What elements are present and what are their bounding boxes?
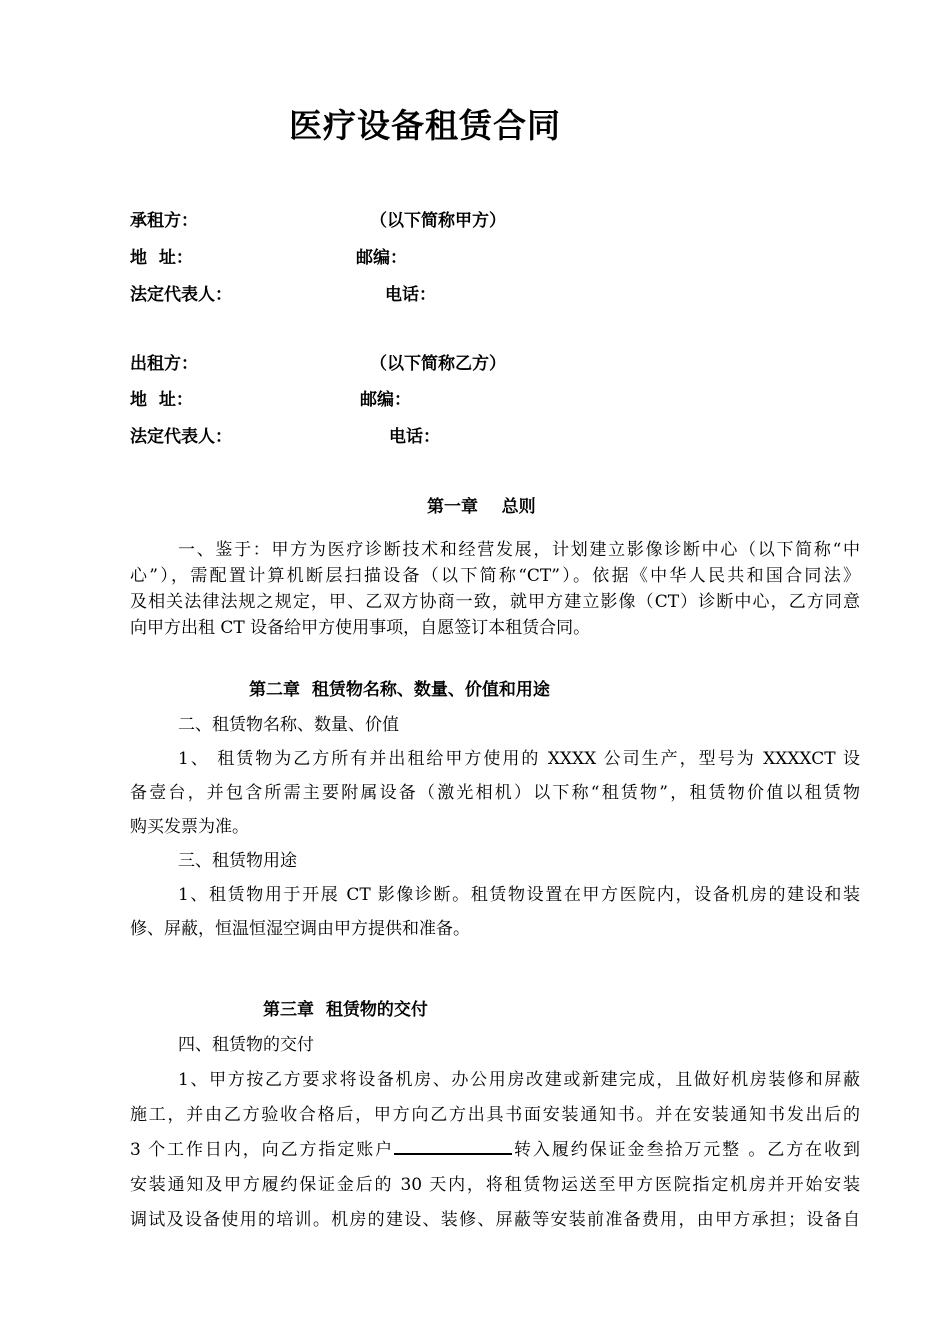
lessor-postcode-label: 邮编： xyxy=(360,390,411,410)
chapter3-heading: 第三章 租赁物的交付 xyxy=(263,1000,428,1020)
section-title: 二、租赁物名称、数量、价值 xyxy=(178,715,399,735)
section-line: 安装通知及甲方履约保证金后的 30 天内，将租赁物运送至甲方医院指定机房并开始安装 xyxy=(130,1175,860,1195)
lessee-phone-label: 电话： xyxy=(385,285,436,305)
chapter2-heading: 第二章 租赁物名称、数量、价值和用途 xyxy=(249,680,550,700)
chapter1-paragraph xyxy=(130,537,860,641)
section-line xyxy=(130,1133,860,1168)
chapter3-body xyxy=(130,1028,860,1238)
section-line: 1、甲方按乙方要求将设备机房、办公用房改建或新建完成，且做好机房装修和屏蔽 xyxy=(178,1070,860,1090)
chapter1-heading: 第一章 总则 xyxy=(427,497,536,517)
section-line-part: 3 个工作日内，向乙方指定账户 xyxy=(130,1140,395,1160)
lessee-rep-label: 法定代表人： xyxy=(130,285,232,305)
chapter1-line: 一、鉴于：甲方为医疗诊断技术和经营发展，计划建立影像诊断中心（以下简称“中 xyxy=(178,540,860,560)
chapter1-line: 心”），需配置计算机断层扫描设备（以下简称“CT”）。依据《中华人民共和国合同法》 xyxy=(130,566,860,586)
lessee-label: 承租方： xyxy=(130,211,198,231)
chapter1-line: 及相关法律法规之规定，甲、乙双方协商一致，就甲方建立影像（CT）诊断中心，乙方同意 xyxy=(130,592,860,612)
lessor-phone-label: 电话： xyxy=(389,427,440,447)
section-line-part: 转入履约保证金叁拾万元整 。乙方在收到 xyxy=(512,1140,860,1160)
lessee-postcode-label: 邮编： xyxy=(356,248,407,268)
section-line: 1、 租赁物为乙方所有并出租给甲方使用的 XXXX 公司生产，型号为 XXXXCT 设 xyxy=(178,749,860,769)
lessor-rep-label: 法定代表人： xyxy=(130,427,232,447)
lessee-address-label: 地 址： xyxy=(130,248,193,268)
lessor-label: 出租方： xyxy=(130,354,198,374)
section-line: 备壹台，并包含所需主要附属设备（激光相机）以下称“租赁物”，租赁物价值以租赁物 xyxy=(130,783,860,803)
section-line: 施工，并由乙方验收合格后，甲方向乙方出具书面安装通知书。并在安装通知书发出后的 xyxy=(130,1105,860,1125)
chapter1-line: 向甲方出租 CT 设备给甲方使用事项，自愿签订本租赁合同。 xyxy=(130,618,591,638)
section-title: 四、租赁物的交付 xyxy=(178,1035,314,1055)
lessee-abbr: （以下简称甲方） xyxy=(370,211,506,231)
section-line: 购买发票为准。 xyxy=(130,817,249,837)
lessor-address-label: 地 址： xyxy=(130,390,193,410)
lessor-abbr: （以下简称乙方） xyxy=(370,354,506,374)
chapter2-body xyxy=(130,708,860,946)
section-line: 调试及设备使用的培训。机房的建设、装修、屏蔽等安装前准备费用，由甲方承担；设备自 xyxy=(130,1210,860,1230)
account-blank xyxy=(394,1139,512,1155)
section-line: 1、租赁物用于开展 CT 影像诊断。租赁物设置在甲方医院内，设备机房的建设和装 xyxy=(178,885,860,905)
section-title: 三、租赁物用途 xyxy=(178,851,297,871)
document-title: 医疗设备租赁合同 xyxy=(289,106,561,145)
section-line: 修、屏蔽，恒温恒湿空调由甲方提供和准备。 xyxy=(130,919,470,939)
